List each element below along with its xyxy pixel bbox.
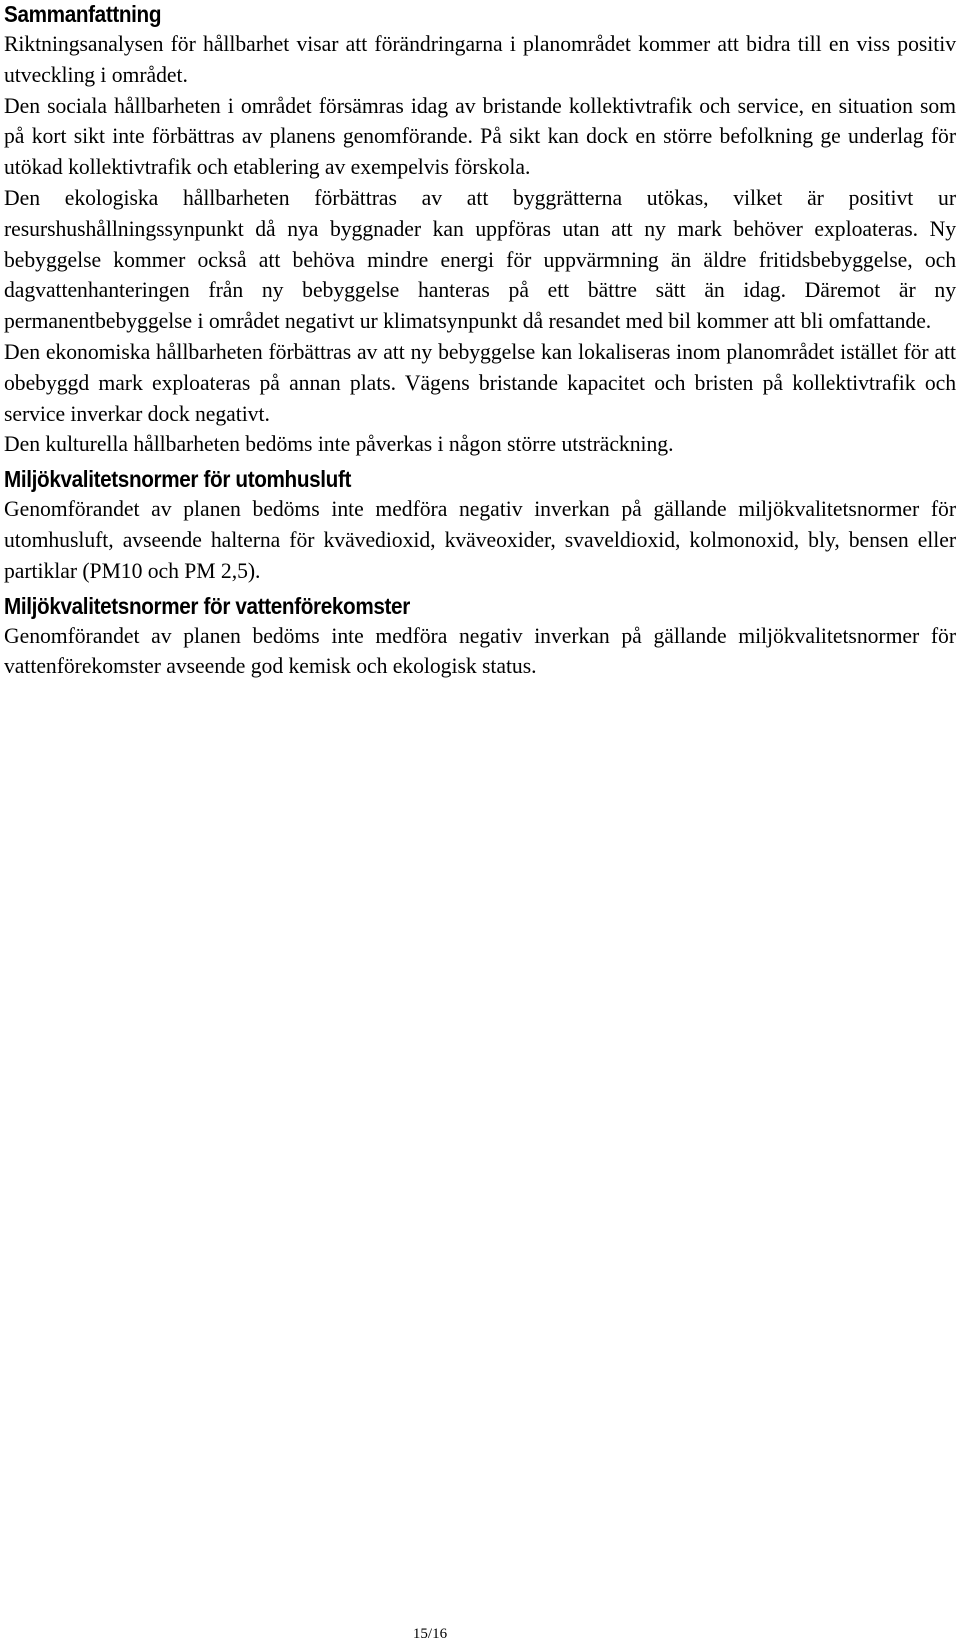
- section-summary-body: [4, 29, 956, 460]
- paragraph: Den ekonomiska hållbarheten förbättras av att ny bebyggelse kan lokaliseras inom planområdet istället för att obebyggd mark exploateras på annan plats. Vägens bristande kapacitet och bristen på kollektivtrafik och service inverkar dock negativt.: [4, 339, 956, 426]
- paragraph: Den ekologiska hållbarheten förbättras av att byggrätterna utökas, vilket är positivt ur resurshushållningssynpunkt då nya byggnader kan uppföras utan att ny mark behöver exploateras. Ny bebyggelse kommer också att behöva mindre energi för uppvärmning än äldre fritidsbebyggelse, och dagvattenhanteringen från ny bebyggelse hanteras på ett bättre sätt än idag. Däremot är ny permanentbebyggelse i området negativt ur klimatsynpunkt då resandet med bil kommer att bli omfattande.: [4, 185, 956, 334]
- section-air-quality-body: [4, 494, 956, 586]
- section-heading-water-quality: Miljökvalitetsnormer för vattenförekomster: [4, 592, 410, 619]
- page-number: 15/16: [412, 1626, 448, 1642]
- section-water-quality-body: [4, 621, 956, 683]
- paragraph: Den kulturella hållbarheten bedöms inte påverkas i någon större utsträckning.: [4, 432, 674, 457]
- document-page: [4, 0, 956, 682]
- section-heading-summary: Sammanfattning: [4, 1, 162, 27]
- paragraph: Den sociala hållbarheten i området försämras idag av bristande kollektivtrafik och service, en situation som på kort sikt inte förbättras av planens genomförande. På sikt kan dock en större befolkning ge underlag för utökad kollektivtrafik och etablering av exempelvis förskola.: [4, 93, 956, 180]
- paragraph: Riktningsanalysen för hållbarhet visar att förändringarna i planområdet kommer att bidra till en viss positiv utveckling i området.: [4, 32, 956, 87]
- paragraph: Genomförandet av planen bedöms inte medföra negativ inverkan på gällande miljökvalitetsnormer för vattenförekomster avseende god kemisk och ekologisk status.: [4, 623, 956, 679]
- section-heading-air-quality: Miljökvalitetsnormer för utomhusluft: [4, 466, 352, 493]
- paragraph: Genomförandet av planen bedöms inte medföra negativ inverkan på gällande miljökvalitetsnormer för utomhusluft, avseende halterna för kvävedioxid, kväveoxider, svaveldioxid, kolmonoxid, bly, bensen eller partiklar (PM10 och PM 2,5).: [4, 497, 956, 583]
